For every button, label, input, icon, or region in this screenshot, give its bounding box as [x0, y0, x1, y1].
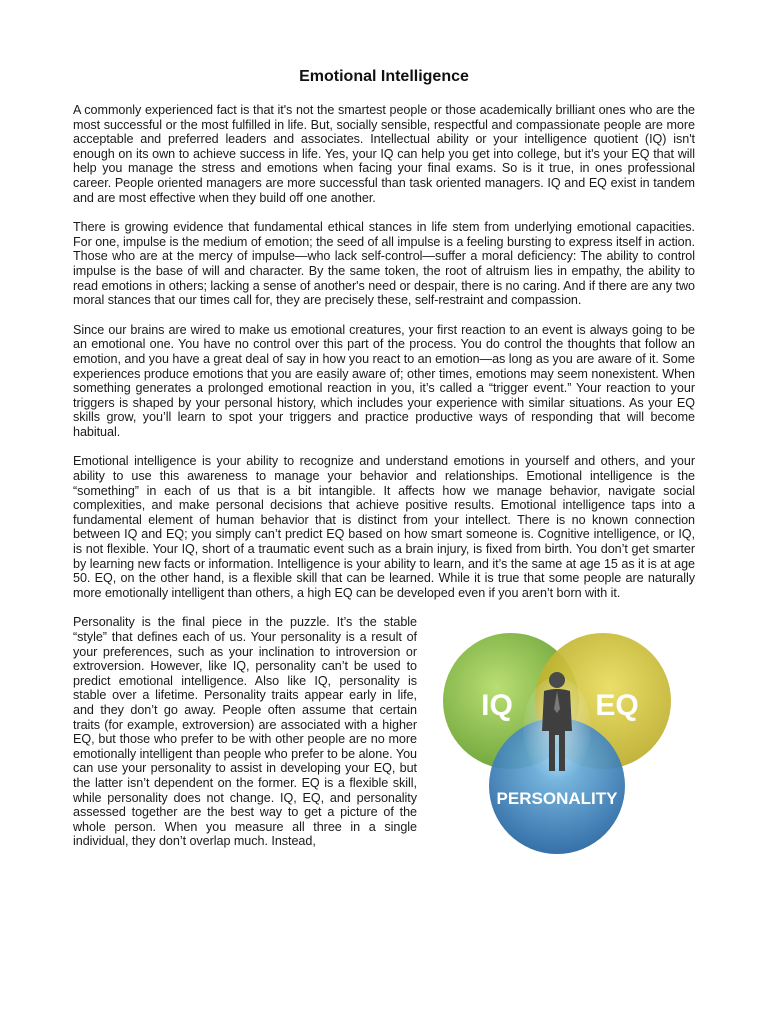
- document-title: Emotional Intelligence: [299, 68, 469, 85]
- personality-section: [73, 615, 695, 885]
- paragraph-2: There is growing evidence that fundamental ethical stances in life stem from underlying emotional capacities. For one, impulse is the medium of emotion; the seed of all impulse is a feeling bursting to express itself in action. Those who are at the mercy of impulse—who lack self-control—suffer a moral deficiency: The ability to control impulse is the base of will and character. By the same token, the root of altruism lies in empathy, the ability to read emotions in others; lacking a sense of another's need or despair, there is no caring. And if there are any two moral stances that our times call for, they are precisely these, self-restraint and compassion.: [73, 220, 695, 308]
- eq-label: EQ: [595, 689, 639, 723]
- iq-label: IQ: [481, 689, 513, 723]
- paragraph-4: Emotional intelligence is your ability to recognize and understand emotions in yourself and others, and your ability to use this awareness to manage your behavior and relationships. Emotional intelligence is the “something” in each of us that is a bit intangible. It affects how we manage behavior, navigate social complexities, and make personal decisions that achieve positive results. Emotional intelligence taps into a fundamental element of human behavior that is distinct from your intellect. There is no known connection between IQ and EQ; you simply can’t predict EQ based on how smart someone is. Cognitive intelligence, or IQ, is not flexible. Your IQ, short of a traumatic event such as a brain injury, is fixed from birth. You don’t get smarter by learning new facts or information. Intelligence is your ability to learn, and it’s the same at age 15 as it is at age 50. EQ, on the other hand, is a flexible skill that can be learned. While it is true that some people are naturally more emotionally intelligent than others, a high EQ can be developed even if you aren’t born with it.: [73, 454, 695, 600]
- personality-label: PERSONALITY: [496, 789, 618, 809]
- venn-diagram: [441, 631, 673, 857]
- paragraph-1: A commonly experienced fact is that it's not the smartest people or those academically brilliant ones who are the most successful or the most fulfilled in life. But, socially sensible, respectful and compassionate people are more acceptable and preferred leaders and associates. Intellectual ability or your intelligence quotient (IQ) isn't enough on its own to achieve success in life. Yes, your IQ can help you get into college, but it's your EQ that will help you manage the stress and emotions when facing your final exams. So is it true, in ones professional career. People oriented managers are more successful than task oriented managers. IQ and EQ exist in tandem and are most effective when they build off one another.: [73, 103, 695, 205]
- document-page: [73, 66, 695, 885]
- venn-diagram-svg: [441, 631, 673, 857]
- paragraph-5: Personality is the final piece in the puzzle. It’s the stable “style” that defines each of us. Your personality is a result of your preferences, such as your inclination to introversion or extroversion. However, like IQ, personality can’t be used to predict emotional intelligence. Also like IQ, personality is stable over a lifetime. Personality traits appear early in life, and they don’t go away. People often assume that certain traits (for example, extroversion) are associated with a higher EQ, but those who prefer to be with other people are no more emotionally intelligent than people who prefer to be alone. You can use your personality to assist in developing your EQ, but the latter isn’t dependent on the former. EQ is a flexible skill, while personality does not change. IQ, EQ, and personality assessed together are the best way to get a picture of the whole person. When you measure all three in a single individual, they don’t overlap much. Instead,: [73, 615, 417, 849]
- paragraph-3: Since our brains are wired to make us emotional creatures, your first reaction to an event is always going to be an emotional one. You have no control over this part of the process. You do control the thoughts that follow an emotion, and you have a great deal of say in how you react to an emotion—as long as you are aware of it. Some experiences produce emotions that you are easily aware of; other times, emotions may seem nonexistent. When something generates a prolonged emotional reaction in you, it’s called a “trigger event.” Your reaction to your triggers is shaped by your personal history, which includes your experience with similar situations. As your EQ skills grow, you’ll learn to spot your triggers and practice productive ways of responding that will become habitual.: [73, 322, 695, 439]
